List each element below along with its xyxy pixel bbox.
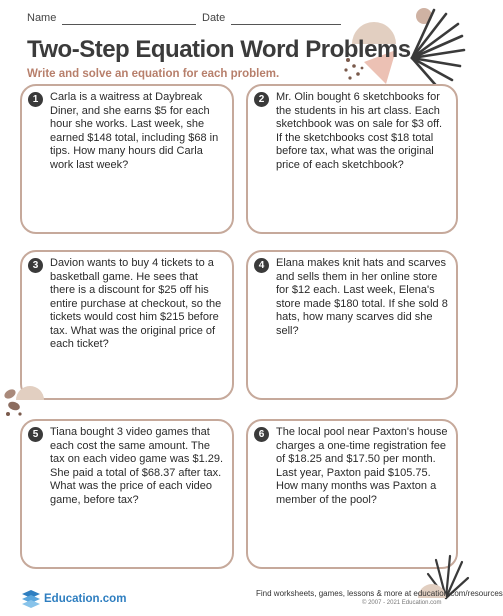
name-field[interactable] [62,24,196,25]
decorative-leaves [2,356,46,418]
date-label: Date [202,12,226,24]
problem-text: The local pool near Paxton's house charges a one-time registration fee of $18.25 and $17.50 per month. Last year, Paxton paid $105.75. How many months was Paxton a member of the pool? [276,426,448,506]
problem-card-6 [246,419,458,569]
problem-card-2 [246,84,458,234]
education-logo-text[interactable]: Education.com [44,593,127,605]
page-title: Two-Step Equation Word Problems [27,36,411,63]
problem-text: Mr. Olin bought 6 sketchbooks for the students in his art class. Each sketchbook was on sale for $3 off. If the sketchbooks cost $18 total before tax, what was the original price of each sketchbook? [276,91,443,171]
problem-card-5 [20,419,234,569]
education-logo-icon [20,588,42,608]
problem-number-badge: 5 [28,427,43,442]
problem-text: Tiana bought 3 video games that each cost the same amount. The tax on each video game was $1.29. She paid a total of $68.37 after tax. What was the price of each video game, before tax? [50,426,224,506]
footer-copyright: © 2007 - 2021 Education.com [362,600,442,606]
problem-number-badge: 4 [254,258,269,273]
problem-number-badge: 3 [28,258,43,273]
problem-card-4 [246,250,458,400]
problem-number-badge: 2 [254,92,269,107]
problem-text: Carla is a waitress at Daybreak Diner, and she earns $5 for each hour she works. Last week, she earned $148 total, including $68 in tips. How many hours did Carla work last week? [50,91,219,171]
date-field[interactable] [231,24,341,25]
problem-text: Elana makes knit hats and scarves and sells them in her online store for $12 each. Last week, Elena's store made $180 total. If she sold 8 hats, how many scarves did she sell? [276,257,448,337]
problem-number-badge: 6 [254,427,269,442]
problem-card-1 [20,84,234,234]
problem-text: Davion wants to buy 4 tickets to a basketball game. He sees that there is a discount for $25 off his entire purchase at checkout, so the tickets would cost him $215 before tax. What was the original price of each ticket? [50,257,222,350]
problem-card-3 [20,250,234,400]
name-label: Name [27,12,57,24]
problem-number-badge: 1 [28,92,43,107]
page-subtitle: Write and solve an equation for each problem. [27,68,280,80]
footer-resources-link[interactable]: Find worksheets, games, lessons & more at education.com/resources [256,589,503,598]
